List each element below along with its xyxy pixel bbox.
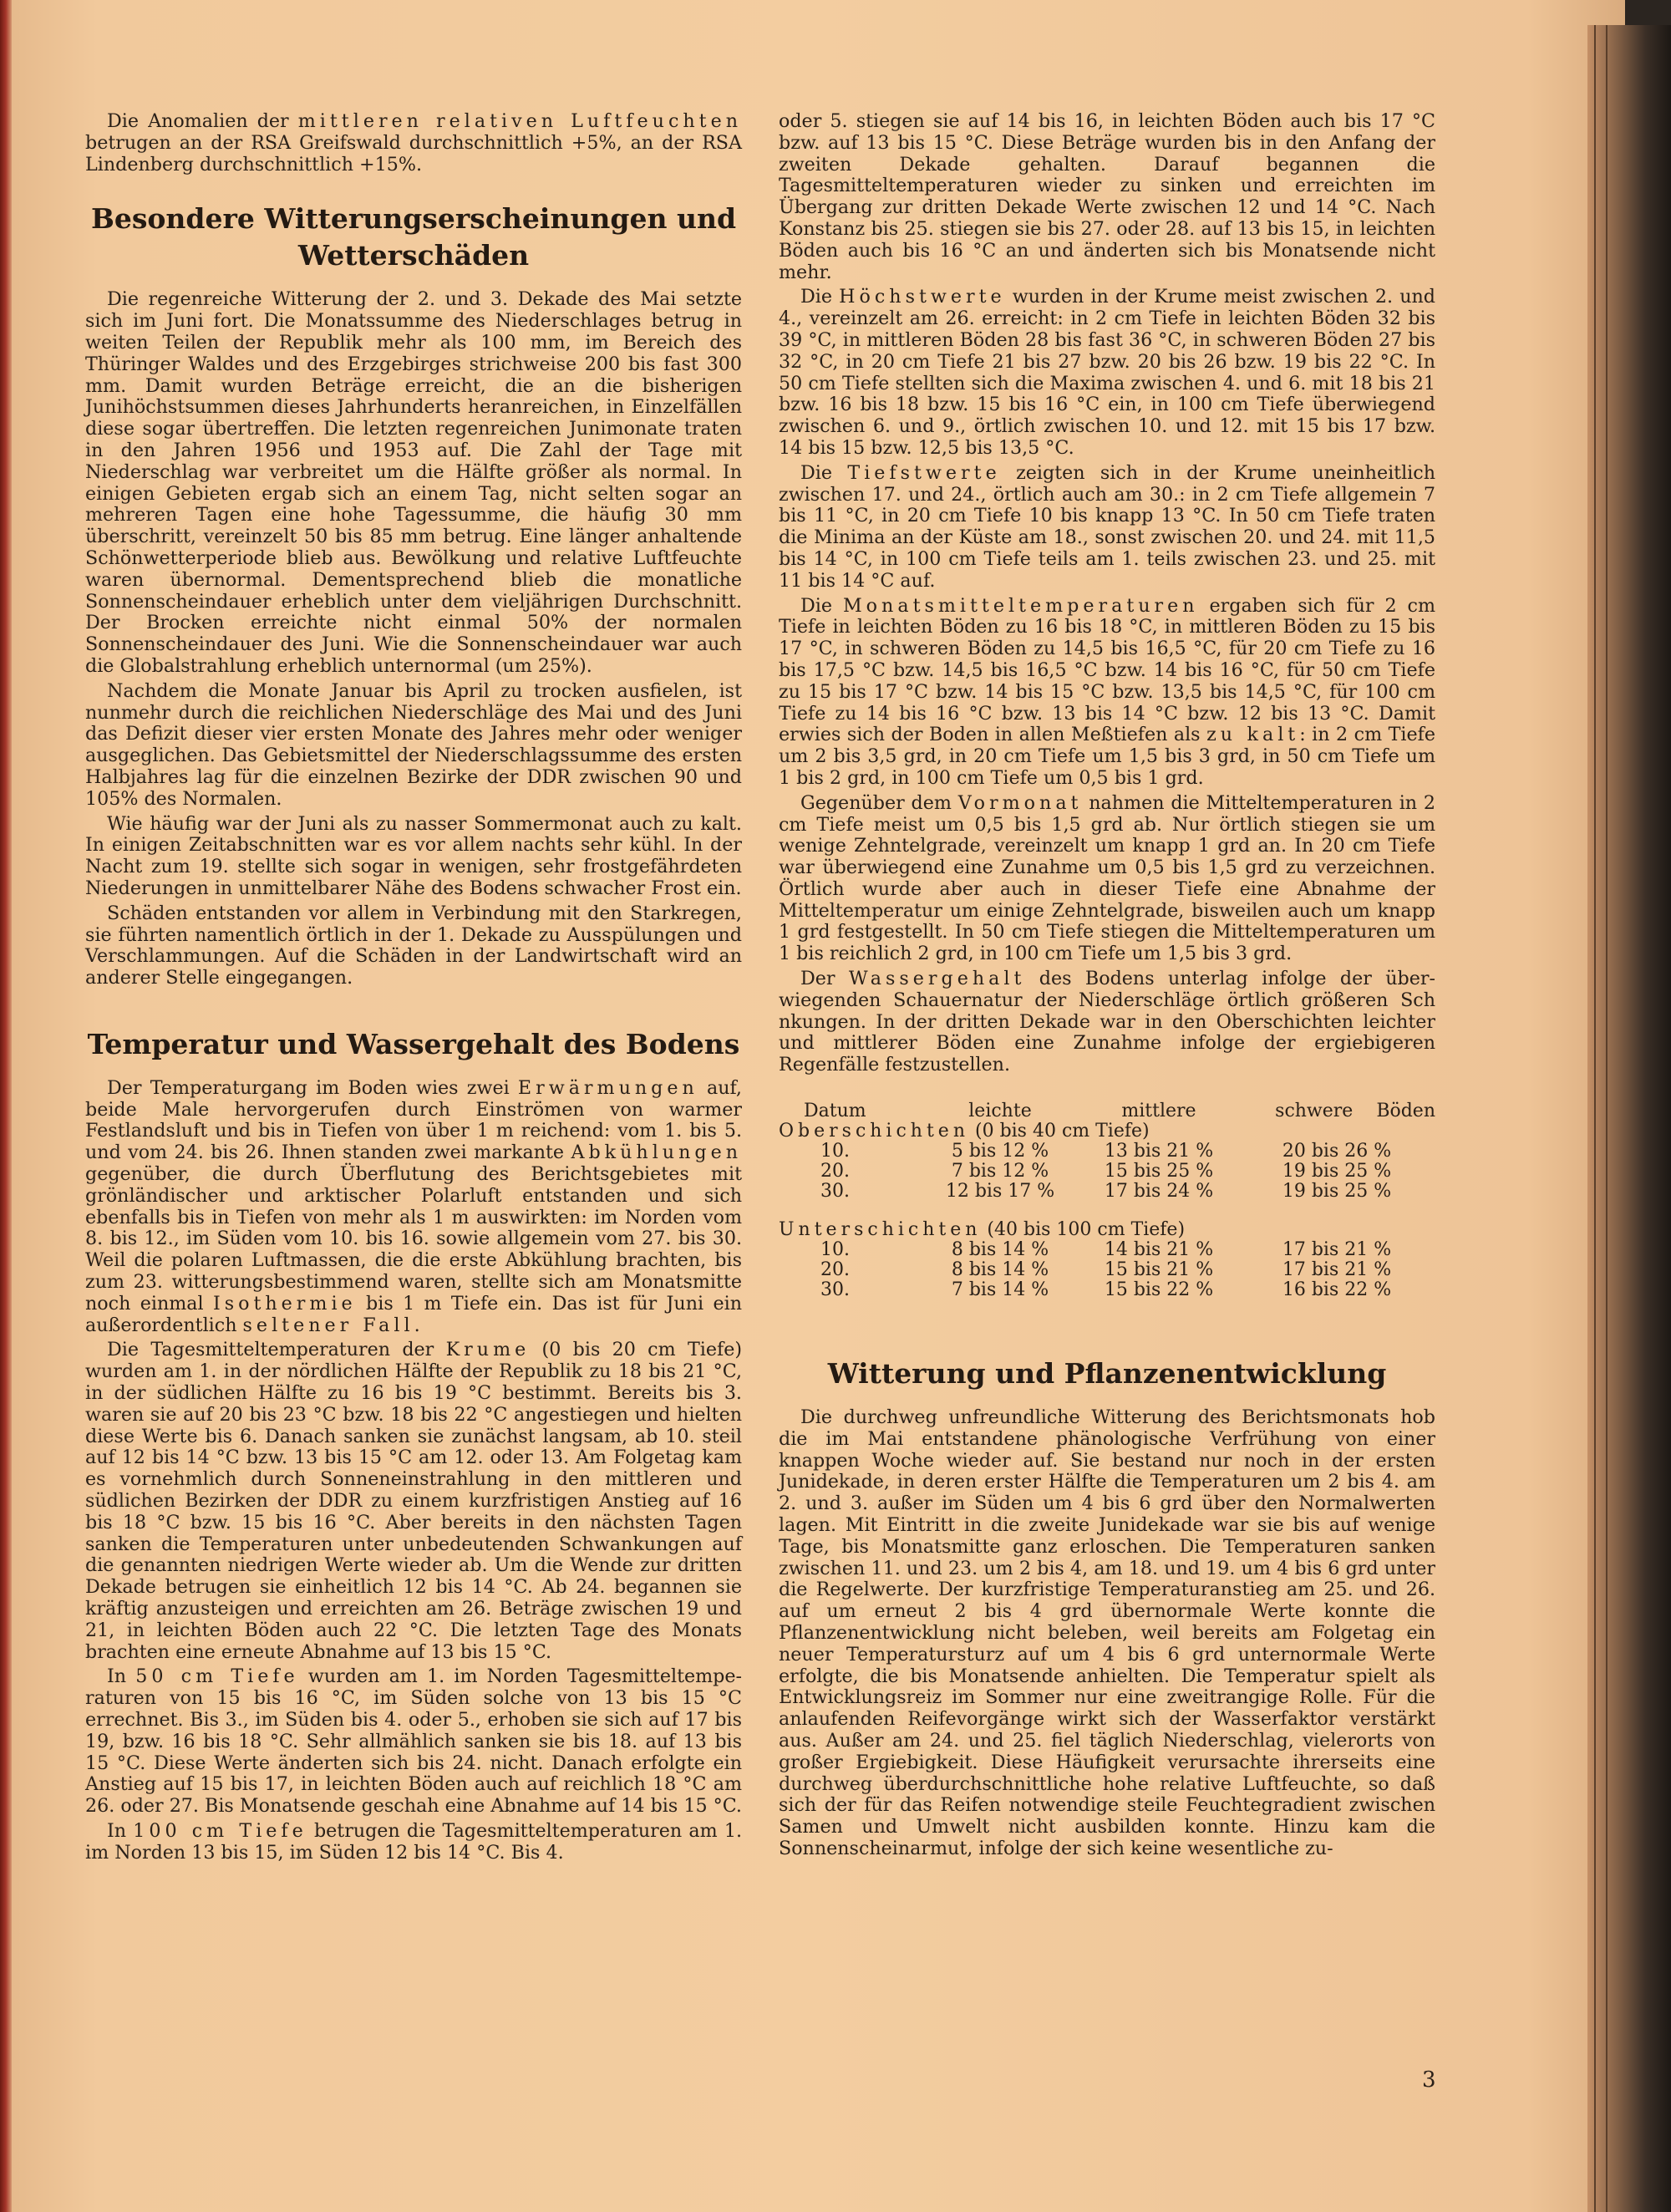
paragraph: Gegenüber dem Vormonat nahmen die Mitteltemperaturen in 2 cm Tiefe meist um 0,5 bis 1,5 grd ab. Nur örtlich stiegen sie um wenige Zehntelgrade, vereinzelt um knapp 1 grd an. In 20 cm Tiefe war überwiegend eine Zunahme um 0,5 bis 1,5 grd zu verzeichnen. Örtlich wurde aber auch in dieser Tiefe eine Abnahme der Mitteltemperatur um einige Zehntelgrade, bisweilen auch um knapp 1 grd festgestellt. In 50 cm Tiefe stiegen die Mitteltemperaturen um 1 bis reichlich 2 grd, in 100 cm Tiefe um 1,5 bis 3 grd. xyxy=(779,791,1436,965)
table-cell: 19 bis 25 % xyxy=(1282,1161,1392,1182)
table-section-row xyxy=(779,1121,1435,1142)
table-cell: 8 bis 14 % xyxy=(951,1239,1049,1261)
table-cell: 17 bis 21 % xyxy=(1282,1259,1392,1281)
paragraph: Der Temperaturgang im Boden wies zwei Erwärmungen auf, beide Male hervorgerufen durch Einströmen von warmer Festlandsluft und bis in Tiefen von über 1 m reichend: vom 1. bis 5. und vom 24. bis 26. Ihnen standen zwei markante Abkühlungen gegenüber, die durch Überflutung des Berichtsgebietes mit grönländischer und arktischer Polarluft entstanden und sich ebenfalls bis in Tiefen von mehr als 1 m auswirkten: im Norden vom 8. bis 12., im Süden vom 10. bis 16. sowie allgemein vom 27. bis 30. Weil die polaren Luftmassen, die die erste Abkühlung brachten, bis zum 23. witterungsbestimmend waren, stellte sich am Monatsmitte noch einmal Isothermie bis 1 m Tiefe ein. Das ist für Juni ein außerordentlich seltener Fall. xyxy=(85,1076,742,1336)
paragraph: Die durchweg unfreundliche Witterung des Berichtsmonats hob die im Mai entstandene phänologische Verfrühung von einer knappen Woche wieder auf. Sie bestand nur noch in der ersten Junidekade, in deren erster Hälfte die Temperaturen um 2 bis 4. am 2. und 3. außer im Süden um 4 bis 6 grd über den Normalwerten lagen. Mit Eintritt in die zweite Junidekade war sie bis auf wenige Tage, bis Monatsmitte ganz erloschen. Die Temperaturen sanken zwischen 11. und 23. um 2 bis 4, am 18. und 19. um 4 bis 6 grd unter die Regelwerte. Der kurzfristige Temperaturanstieg am 25. und 26. auf um erneut 2 bis 4 grd übernormale Werte konnte die Pflanzenentwicklung nicht beleben, weil bereits am Folgetag ein neuer Temperatursturz auf um 4 bis 6 grd unternormale Werte erfolgte, die bis Monatsende anhielten. Die Temperatur spielt als Entwicklungsreiz im Sommer nur eine zweitrangige Rolle. Für die anlaufenden Reifevorgänge wirkt sich der Wasserfaktor verstärkt aus. Außer am 24. und 25. fiel täglich Niederschlag, vielerorts von großer Ergiebigkeit. Diese Häufigkeit verursachte ihrerseits eine durchweg überdurchschnittliche hohe relative Luftfeuchte, so daß sich der für das Reifen notwendige steile Feuchtegradient zwischen Samen und Umwelt nicht ausbilden konnte. Hinzu kam die Sonnenscheinarmut, infolge der sich keine wesentliche zu- xyxy=(779,1406,1435,1859)
right-column xyxy=(779,111,1435,1864)
table-row xyxy=(779,1162,1435,1182)
table-section-label: Unterschichten (40 bis 100 cm Tiefe) xyxy=(779,1219,1186,1241)
table-cell: 7 bis 14 % xyxy=(951,1279,1049,1301)
paragraph: Der Wassergehalt des Bodens unterlag infolge der überwiegenden Schauernatur der Niederschläge örtlich größeren Sch nkungen. In der dritten Dekade war in den Oberschichten leichter und mittlerer Böden eine Zunahme infolge der ergiebigeren Regenfälle festzustellen. xyxy=(779,968,1435,1076)
paragraph: Wie häufig war der Juni als zu nasser Sommermonat auch zu kalt. In einigen Zeitabschnitten war es vor allem nachts sehr kühl. In der Nacht zum 19. stellte sich sogar in wenigen, sehr frostgefährdeten Niederungen in unmittelbarer Nähe des Bodens schwacher Frost ein. xyxy=(85,812,742,899)
table-header: mittlere xyxy=(1121,1101,1196,1122)
heading-pflanzenentwicklung: Witterung und Pflanzenentwicklung xyxy=(827,1357,1387,1391)
table-row xyxy=(779,1240,1435,1260)
table-section-row xyxy=(779,1202,1435,1240)
table-row xyxy=(779,1280,1435,1300)
table-cell: 15 bis 21 % xyxy=(1104,1259,1214,1281)
paragraph: Nachdem die Monate Januar bis April zu trocken ausfielen, ist nunmehr durch die reichlichen Niederschläge des Mai und des Juni das Defizit dieser vier ersten Monate des Jahres mehr oder weniger ausgeglichen. Das Gebietsmittel der Niederschlagssumme des ersten Halbjahres lag für die einzelnen Bezirke der DDR zwischen 90 und 105% des Normalen. xyxy=(85,679,742,810)
table-header: leichte xyxy=(968,1101,1032,1122)
page-stack-line xyxy=(1594,25,1596,2212)
page-number: 3 xyxy=(1422,2067,1436,2093)
table-cell: 14 bis 21 % xyxy=(1104,1239,1214,1261)
table-cell: 20. xyxy=(820,1259,850,1281)
table-cell: 10. xyxy=(820,1141,850,1162)
table-cell: 17 bis 21 % xyxy=(1282,1239,1392,1261)
table-cell: 16 bis 22 % xyxy=(1282,1279,1392,1301)
paragraph: Die Monatsmitteltemperaturen ergaben sich für 2 cm Tiefe in leichten Böden zu 16 bis 18 °C, in mittleren Böden zu 15 bis 17 °C, in schweren Böden zu 14,5 bis 16,5 °C, für 20 cm Tiefe zu 16 bis 17,5 °C bzw. 14,5 bis 16,5 °C bzw. 14 bis 16 °C, für 50 cm Tiefe zu 15 bis 17 °C bzw. 14 bis 15 °C bzw. 13,5 bis 14,5 °C, für 100 cm Tiefe zu 14 bis 16 °C bzw. 13 bis 14 °C bzw. 12 bis 13 °C. Damit erwies sich der Boden in allen Meßtiefen als zu kalt: in 2 cm Tiefe um 2 bis 3,5 grd, in 20 cm Tiefe um 1,5 bis 3 grd, in 50 cm Tiefe um 1 bis 2 grd, in 100 cm Tiefe um 0,5 bis 1 grd. xyxy=(779,594,1435,789)
paragraph: Die Tiefstwerte zeigten sich in der Krume uneinheitlich zwischen 17. und 24., örtlich auch am 30.: in 2 cm Tiefe allgemein 7 bis 11 °C, in 20 cm Tiefe 10 bis knapp 13 °C. In 50 cm Tiefe traten die Minima an der Küste am 18., sonst zwischen 20. und 24. mit 11,5 bis 14 °C, in 100 cm Tiefe teils am 1. teils zwischen 23. und 25. mit 11 bis 14 °C auf. xyxy=(779,461,1435,592)
table-cell: 8 bis 14 % xyxy=(951,1259,1049,1281)
table-header-row xyxy=(779,1101,1435,1121)
table-cell: 12 bis 17 % xyxy=(945,1181,1055,1203)
left-column xyxy=(85,111,742,1868)
table-cell: 15 bis 25 % xyxy=(1104,1161,1214,1182)
table-cell: 20 bis 26 % xyxy=(1282,1141,1392,1162)
left-binding-edge xyxy=(0,0,12,2212)
table-cell: 5 bis 12 % xyxy=(951,1141,1049,1162)
paragraph: Die Höchstwerte wurden in der Krume meist zwischen 2. und 4., vereinzelt am 26. erreicht: in 2 cm Tiefe in leichten Böden 32 bis 39 °C, in mittleren Böden 28 bis fast 36 °C, in schweren Böden 27 bis 32 °C, in 20 cm Tiefe 21 bis 27 bzw. 20 bis 26 bzw. 19 bis 22 °C. In 50 cm Tiefe stellten sich die Maxima zwischen 4. und 6. mit 18 bis 21 bzw. 16 bis 18 bzw. 15 bis 16 °C ein, in 100 cm Tiefe überwiegend zwischen 6. und 9., örtlich zwischen 10. und 12. mit 15 bis 17 bzw. 14 bis 15 bzw. 12,5 bis 13,5 °C. xyxy=(779,286,1435,459)
paragraph: In 50 cm Tiefe wurden am 1. im Norden Tagesmitteltemperaturen von 15 bis 16 °C, im Süden solche von 13 bis 15 °C errechnet. Bis 3., im Süden bis 4. oder 5., erhoben sie sich auf 17 bis 19, bzw. 16 bis 18 °C. Sehr allmählich sanken sie bis 18. auf 13 bis 15 °C. Diese Werte änderten sich bis 24. nicht. Danach erfolgte ein Anstieg auf 15 bis 17, in leichten Böden auch auf reichlich 18 °C am 26. oder 27. Bis Monatsende geschah eine Abnahme auf 14 bis 15 °C. xyxy=(85,1665,743,1818)
intro-paragraph: Die Anomalien der mittleren relativen Luftfeuchten betrugen an der RSA Greifswald durchschnittlich +5%, an der RSA Lindenberg durchschnittlich +15%. xyxy=(85,110,742,175)
paragraph: oder 5. stiegen sie auf 14 bis 16, in leichten Böden auch bis 17 °C bzw. auf 13 bis 15 °C. Diese Beträge wurden bis in den Anfang der zweiten Dekade gehalten. Darauf begannen die Tagesmitteltemperaturen wieder zu sinken und erreichten im Übergang zur dritten Dekade Werte zwischen 12 und 14 °C. Nach Konstanz bis 25. stiegen sie bis 27. oder 28. auf 13 bis 15, in leichten Böden auch bis 16 °C an und änderten sich bis Monatsende nicht mehr. xyxy=(779,110,1435,283)
paragraph: Die regenreiche Witterung der 2. und 3. Dekade des Mai setzte sich im Juni fort. Die Monatssumme des Niederschlages betrug in weiten Teilen der Republik mehr als 100 mm, im Bereich des Thüringer Waldes und des Erzgebirges strichweise 200 bis fast 300 mm. Damit wurden Beträge erreicht, die an die bisherigen Junihöchstsummen dieses Jahrhunderts heranreichen, in Einzelfällen diese sogar übertreffen. Die letzten regenreichen Junimonate traten in den Jahren 1956 und 1953 auf. Die Zahl der Tage mit Niederschlag war verbreitet um die Hälfte größer als normal. In einigen Gebieten ergab sich an einem Tag, nicht selten sogar an mehreren Tagen eine hohe Tagessumme, die häufig 30 mm überschritt, vereinzelt 50 bis 85 mm betrug. Eine länger anhaltende Schönwetterperiode blieb aus. Bewölkung und relative Luftfeuchte waren übernormal. Dementsprechend blieb die monatliche Sonnenscheindauer erheblich unter dem vieljährigen Durchschnitt. Der Brocken erreichte nicht einmal 50% der normalen Sonnenscheindauer des Juni. Wie die Sonnenscheindauer war auch die Globalstrahlung erheblich unternormal (um 25%). xyxy=(85,288,742,677)
table-cell: 19 bis 25 % xyxy=(1282,1181,1392,1203)
paragraph: In 100 cm Tiefe betrugen die Tagesmitteltemperaturen am 1. im Norden 13 bis 15, im Süden 12 bis 14 °C. Bis 4. xyxy=(85,1819,742,1864)
table-section-label: Oberschichten (0 bis 40 cm Tiefe) xyxy=(779,1121,1150,1142)
table-cell: 7 bis 12 % xyxy=(951,1161,1049,1182)
table-cell: 30. xyxy=(820,1279,850,1301)
table-cell: 13 bis 21 % xyxy=(1104,1141,1214,1162)
heading-witterungserscheinungen: Besondere Witterungserscheinungen und Wetterschäden xyxy=(90,202,737,272)
table-cell: 15 bis 22 % xyxy=(1104,1279,1214,1301)
soil-moisture-table xyxy=(779,1101,1435,1300)
table-cell: 10. xyxy=(820,1239,850,1261)
table-header: schwere Böden xyxy=(1275,1101,1435,1122)
table-cell: 17 bis 24 % xyxy=(1104,1181,1214,1203)
table-cell: 30. xyxy=(820,1181,850,1203)
page-stack-line xyxy=(1606,25,1608,2212)
table-row xyxy=(779,1260,1435,1280)
paragraph: Die Tagesmitteltemperaturen der Krume (0 bis 20 cm Tiefe) wurden am 1. in der nördlichen Hälfte der Republik zu 18 bis 21 °C, in der südlichen Hälfte zu 16 bis 19 °C bestimmt. Bereits bis 3. waren sie auf 20 bis 23 °C bzw. 18 bis 22 °C angestiegen und hielten diese Werte bis 6. Danach sanken sie zunächst langsam, ab 10. steil auf 12 bis 14 °C bzw. 13 bis 15 °C am 12. oder 13. Am Folgetag kam es vornehmlich durch Sonneneinstrahlung in den mittleren und südlichen Bezirken der DDR zu einem kurzfristigen Anstieg auf 16 bis 18 °C bzw. 15 bis 16 °C. Aber bereits in den nächsten Tagen sanken die Temperaturen unter unbedeutenden Schwankungen auf die genannten niedrigen Werte wieder ab. Um die Wende zur dritten Dekade betrugen sie einheitlich 12 bis 14 °C. Ab 24. begannen sie kräftig anzusteigen und erreichten am 26. Beträge zwischen 19 und 21, in leichten Böden auch 22 °C. Die letzten Tage des Monats brachten eine erneute Abnahme auf 13 bis 15 °C. xyxy=(85,1339,742,1663)
table-row xyxy=(779,1182,1435,1202)
paragraph: Schäden entstanden vor allem in Verbindung mit den Starkregen, sie führten namentlich örtlich in der 1. Dekade zu Ausspülungen und Verschlammungen. Auf die Schäden in der Landwirtschaft wird an anderer Stelle eingegangen. xyxy=(85,902,742,989)
right-page-edge xyxy=(1587,25,1671,2212)
heading-boden: Temperatur und Wassergehalt des Bodens xyxy=(87,1027,740,1060)
table-row xyxy=(779,1142,1435,1162)
table-header: Datum xyxy=(804,1101,866,1122)
table-cell: 20. xyxy=(820,1161,850,1182)
